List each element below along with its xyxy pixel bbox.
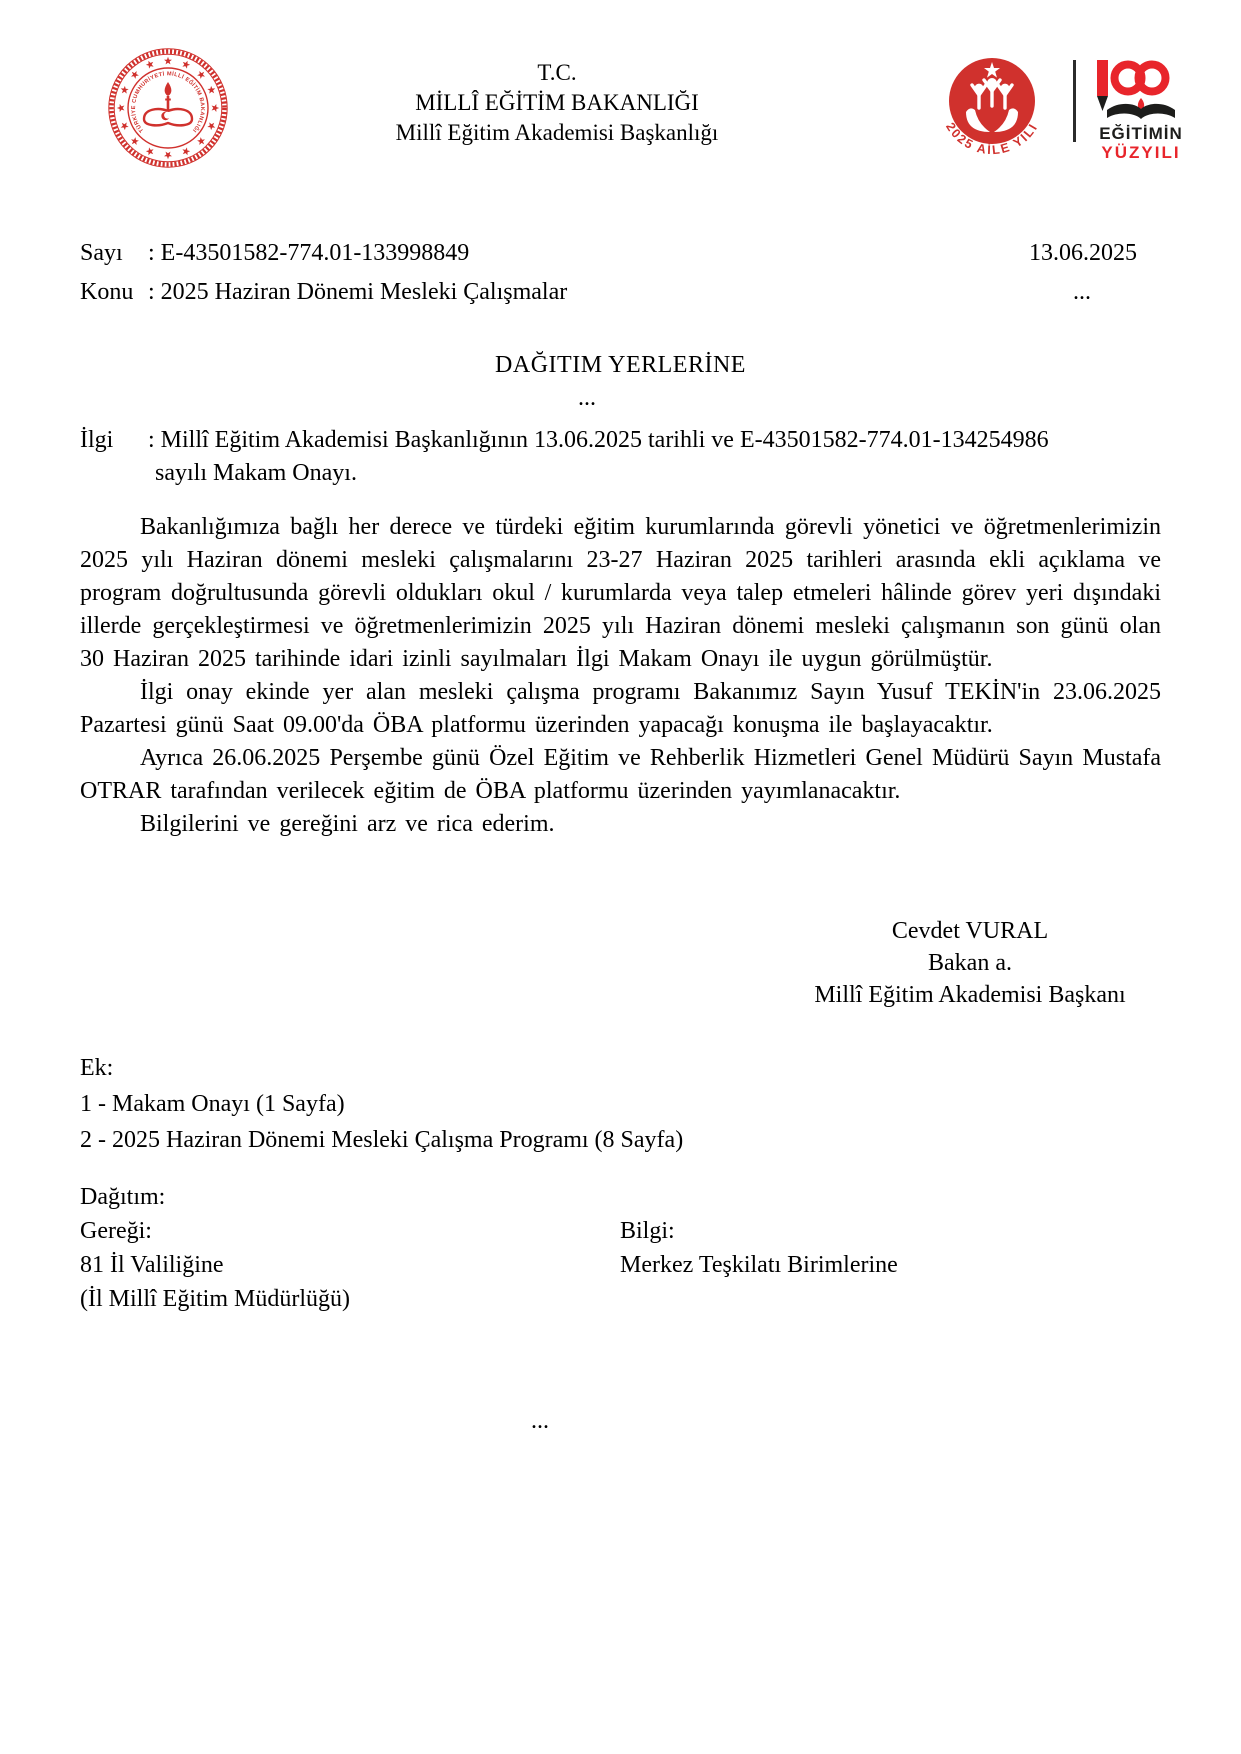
pencil-icon bbox=[1097, 60, 1108, 111]
signer-title-2: Millî Eğitim Akademisi Başkanı bbox=[814, 982, 1126, 1008]
konu-dots: ... bbox=[1073, 279, 1091, 305]
bilgi-label: Bilgi: bbox=[620, 1218, 675, 1244]
reference-block bbox=[80, 424, 1161, 490]
bilgi-column bbox=[620, 1214, 898, 1282]
aile-yili-logo bbox=[926, 44, 1058, 176]
signature-block bbox=[760, 915, 1180, 1011]
letter-body bbox=[80, 511, 1161, 841]
letterhead-tc: T.C. bbox=[537, 60, 577, 85]
ilgi-line2: sayılı Makam Onayı. bbox=[155, 460, 357, 486]
sayi-label: Sayı bbox=[80, 240, 123, 266]
distribution-columns bbox=[80, 1214, 1161, 1316]
geregi-item: 81 İl Valiliğine bbox=[80, 1252, 224, 1278]
recipient-title: DAĞITIM YERLERİNE bbox=[495, 352, 746, 378]
sayi-row bbox=[80, 240, 1135, 267]
letter-date: 13.06.2025 bbox=[1029, 240, 1137, 266]
egitimin-yuzyili-logo bbox=[1091, 58, 1191, 163]
attachment-item: 2 - 2025 Haziran Dönemi Mesleki Çalışma Programı (8 Sayfa) bbox=[80, 1127, 684, 1153]
letter-meta bbox=[80, 240, 1135, 318]
letterhead-ministry: MİLLÎ EĞİTİM BAKANLIĞI bbox=[415, 90, 699, 115]
recipient-dots: ... bbox=[578, 385, 596, 411]
aile-arc-text: 2025 AİLE YILI bbox=[943, 120, 1041, 158]
seal-circular-text: TÜRKİYE CUMHURİYETİ MİLLİ EĞİTİM BAKANLIĞI bbox=[130, 71, 206, 134]
ilgi-text bbox=[148, 424, 1161, 490]
book-flame-icon bbox=[1107, 98, 1175, 119]
yuzyil-text-top: EĞİTİMİN bbox=[1099, 123, 1183, 143]
footer-dots: ... bbox=[531, 1408, 549, 1434]
attachment-item: 1 - Makam Onayı (1 Sayfa) bbox=[80, 1091, 345, 1117]
attachments-block bbox=[80, 1050, 1161, 1158]
signer-title-1: Bakan a. bbox=[928, 950, 1012, 976]
ilgi-line1: : Millî Eğitim Akademisi Başkanlığının 13.06.2025 tarihli ve E-43501582-774.01-134254986 bbox=[148, 427, 1049, 453]
body-paragraph-1: Bakanlığımıza bağlı her derece ve türdeki eğitim kurumlarında görevli yönetici ve öğretmenlerimizin 2025 yılı Haziran dönemi mesleki çalışmalarını 23-27 Haziran 2025 tarihleri arasında ekli açıklama ve program doğrultusunda görevli oldukları okul / kurumlarda veya talep etmeleri hâlinde görev yeri dışındaki illerde gerçekleştirmesi ve öğretmenlerimizin 2025 yılı Haziran dönemi mesleki çalışmanın son günü olan 30 Haziran 2025 tarihinde idari izinli sayılmaları İlgi Makam Onayı ile uygun görülmüştür. bbox=[80, 514, 1161, 672]
yuzyil-100-icon bbox=[1091, 58, 1191, 124]
body-paragraph-3: Ayrıca 26.06.2025 Perşembe günü Özel Eğitim ve Rehberlik Hizmetleri Genel Müdürü Sayın Mustafa OTRAR tarafından verilecek eğitim de ÖBA platformu üzerinden yayımlanacaktır. bbox=[80, 745, 1161, 804]
ilgi-label: İlgi bbox=[80, 427, 114, 453]
geregi-label: Gereği: bbox=[80, 1218, 152, 1244]
signer-name: Cevdet VURAL bbox=[891, 918, 1049, 944]
konu-label: Konu bbox=[80, 279, 134, 305]
header-logos bbox=[926, 44, 1191, 176]
logo-divider bbox=[1073, 60, 1076, 142]
distribution-label: Dağıtım: bbox=[80, 1184, 166, 1210]
letterhead-department: Millî Eğitim Akademisi Başkanlığı bbox=[395, 120, 719, 145]
sayi-value: : E-43501582-774.01-133998849 bbox=[148, 240, 470, 266]
konu-value: : 2025 Haziran Dönemi Mesleki Çalışmalar bbox=[148, 279, 568, 305]
body-paragraph-2: İlgi onay ekinde yer alan mesleki çalışma programı Bakanımız Sayın Yusuf TEKİN'in 23.06.2025 Pazartesi günü Saat 09.00'da ÖBA platformu üzerinden yapacağı konuşma ile başlayacaktır. bbox=[80, 679, 1161, 738]
attachments-label: Ek: bbox=[80, 1055, 114, 1081]
double-zero-icon bbox=[1115, 64, 1166, 91]
yuzyil-text-bottom: YÜZYILI bbox=[1101, 142, 1181, 162]
body-closing: Bilgilerini ve gereğini arz ve rica ederim. bbox=[140, 811, 555, 837]
konu-row bbox=[80, 279, 1135, 306]
bilgi-item: Merkez Teşkilatı Birimlerine bbox=[620, 1252, 898, 1278]
distribution-block bbox=[80, 1180, 1161, 1316]
geregi-item: (İl Millî Eğitim Müdürlüğü) bbox=[80, 1286, 350, 1312]
